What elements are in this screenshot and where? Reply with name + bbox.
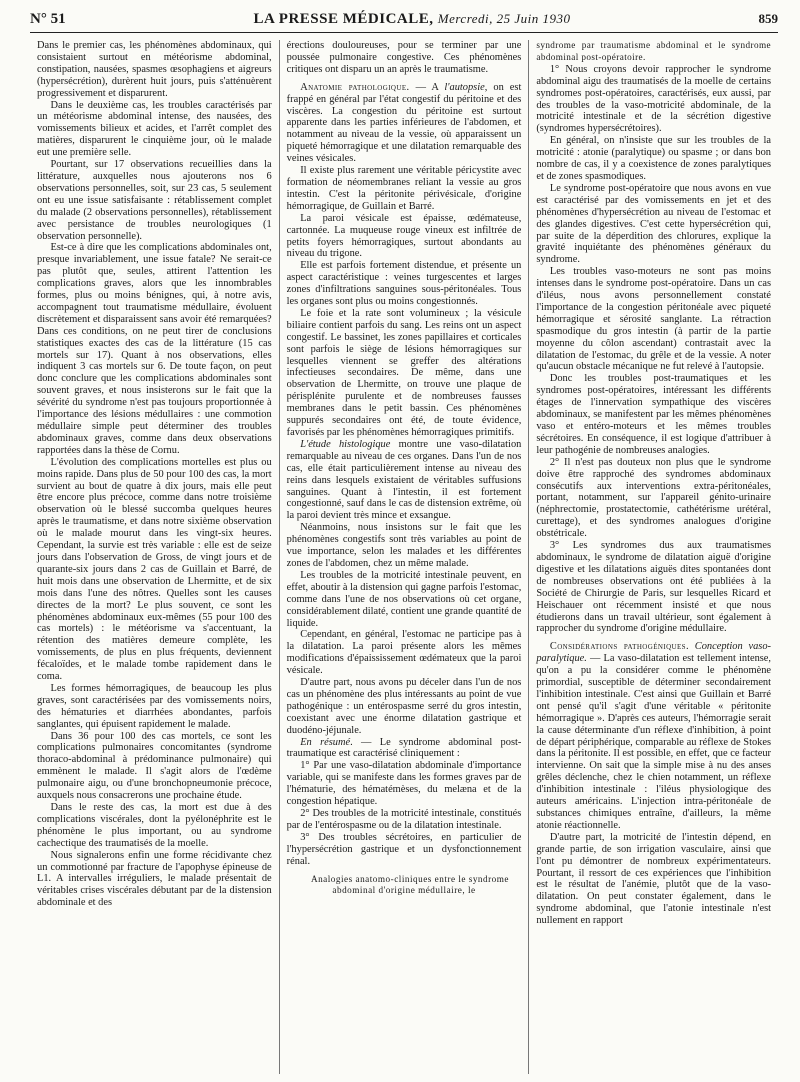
paragraph: Dans le deuxième cas, les troubles caractérisés par un météorisme abdominal intense, des nausées, des vomissements bilieux et acides, et l'arrêt complet des matières, disparurent le cinquième jour, où le malade eut une première selle. [37, 99, 272, 159]
section-heading: Anatomie pathologique. [300, 81, 410, 93]
paragraph: Dans le reste des cas, la mort est due à des complications viscérales, dont la pyélonéphrite est le phénomène le plus important, ou au syndrome cachectique des traumatisés de la moelle. [37, 802, 272, 849]
publication-name: LA PRESSE MÉDICALE, [253, 10, 434, 27]
paragraph: En général, on n'insiste que sur les troubles de la motricité : atonie (paralytique) ou spasme ; or dans bon nombre de cas, il y a coexistence de zones paralytiques et de zones spasmodiques. [536, 135, 772, 182]
paragraph: Elle est parfois fortement distendue, et présente un aspect caractéristique : veines turgescentes et larges zones d'infiltrations sanguines sous-péritonéales. Tous les organes sont plus ou moins congestionnés. [286, 260, 522, 308]
page-number: 859 [758, 11, 778, 26]
paragraph: 1° Par une vaso-dilatation abdominale d'importance variable, qui se manifeste dans les formes graves par de l'hématurie, des hématémèses, du melæna et de la congestion hépatique. [286, 760, 522, 808]
paragraph: Est-ce à dire que les complications abdominales ont, presque invariablement, une issue fatale? Ne serait-ce pas plutôt que, seules, attirent l'attention les complications graves, alors que les innombrables formes, plus ou moins bénignes, qui, à notre avis, accompagnent tout traumatisme médullaire, évoluent discrètement et disparaissent sans avoir été remarquées? Dans ces conditions, on ne peut tirer de conclusions statistiques exactes des cas de la littérature (15 cas mortels sur 17). Quant à nos observations, elles indiquent 3 cas mortels sur 6. De toute façon, on peut donc conclure que les complications abdominales sont souvent graves, et nous insisterons sur le fait que la sévérité du syndrome n'est pas toujours proportionnée à l'importance des lésions médullaires : une commotion médullaire simple peut déterminer des troubles abdominaux graves, comme dans deux observations rapportées dans la thèse de Cornu. [37, 242, 272, 456]
paragraph: Dans le premier cas, les phénomènes abdominaux, qui consistaient surtout en météorisme abdominal, constipation, nausées, spasmes œsophagiens et aigreurs (hypersécrétion), durèrent huit jours, puis s'atténuèrent progressivement et disparurent. [37, 40, 272, 99]
paragraph: Nous signalerons enfin une forme récidivante chez un commotionné par fracture de l'apophyse épineuse de L1. A intervalles irréguliers, le malade présentait de véritables crises viscérales débutant par de la distension abdominale et des [37, 849, 272, 909]
paragraph: Les troubles de la motricité intestinale peuvent, en effet, aboutir à la distension qui gagne parfois l'estomac, comme dans l'une de nos observations où cet organe, considérablement dilaté, contient une grande quantité de liquide. [286, 569, 522, 629]
section-considerations: Considérations pathogéniques. Conception vaso-paralytique. — La vaso-dilatation est tellement intense, qu'on a pu la considérer comme le phénomène primordial, susceptible de déterminer secondairement l'inhibition intestinale. C'est ainsi que Guillain et Barré ont pensé qu'il s'agit d'une véritable « péritonite hémorragique ». D'après ces auteurs, l'hémorragie serait la cause déterminante d'un réflexe d'inhibition, à point de départ périphérique, comparable au réflexe de Stokes dans la péritonite. Il est possible, en effet, que ce facteur intervienne. On sait que la simple mise à nu des anses grêles déclenche, chez le chien notamment, un réflexe d'inhibition intestinale : l'iléus physiologique des auteurs américains. L'injection intra-péritonéale de substances chimiques entraîne, d'ailleurs, la même atonie réactionnelle. [536, 641, 772, 831]
page-header [30, 6, 778, 33]
article-columns [30, 40, 778, 1074]
paragraph: Les formes hémorragiques, de beaucoup les plus graves, sont caractérisées par des vomissements noirs, des hématuries et diarrhées abondantes, parfois sanglantes, qui épuisent rapidement le malade. [37, 682, 272, 730]
paragraph: 3° Des troubles sécrétoires, en particulier de l'hypersécrétion gastrique et un dysfonctionnement rénal. [286, 831, 522, 867]
paragraph: 2° Des troubles de la motricité intestinale, constitués par de l'entérospasme ou de la dilatation intestinale. [286, 808, 522, 831]
paragraph: L'étude histologique montre une vaso-dilatation remarquable au niveau de ces organes. Dans l'un de nos cas, elle était particulièrement intense au niveau des reins dans lesquels existaient de véritables suffusions sanguines. Quant à l'intestin, il est fortement congestionné, sauf dans le cas de distension extrême, où la paroi devient très mince et exsangue. [286, 438, 522, 522]
paragraph: La paroi vésicale est épaisse, œdémateuse, cartonnée. La muqueuse rouge vineux est infiltrée de petits foyers hémorragiques, surtout abondants au niveau du trigone. [286, 212, 522, 260]
italic-term: En résumé [300, 736, 351, 748]
paragraph: 2° Il n'est pas douteux non plus que le syndrome doive être rapproché des syndromes abdominaux consécutifs aux interventions extra-péritonéales, portant, notamment, sur l'appareil génito-urinaire (néphrectomie, prostatectomie, cathétérisme urétéral, curettage), et des syndromes analogues d'origine obstétricale. [536, 456, 772, 540]
italic-term: Conception vaso-paralytique. [536, 641, 772, 665]
publication-date: Mercredi, 25 Juin 1930 [437, 10, 571, 26]
paragraph: Le syndrome post-opératoire que nous avons en vue est caractérisé par des vomissements en jet et des phénomènes d'hypersécrétion au niveau de l'estomac et des glandes digestives. C'est cette hypersécrétion qui, par suite de la déperdition des chlorures, explique la gravité inquiétante des phénomènes généraux du syndrome. [536, 182, 772, 266]
section-heading-analogies: Analogies anatomo-cliniques entre le syndrome abdominal d'origine médullaire, le [310, 873, 509, 896]
italic-term: l'autopsie [444, 81, 485, 93]
paragraph: érections douloureuses, pour se terminer par une poussée pulmonaire congestive. Ces phénomènes critiques ont disparu un an après le traumatisme. [286, 40, 522, 75]
paragraph: D'autre part, nous avons pu déceler dans l'un de nos cas un phénomène des plus intéressants au point de vue pathogénique : un entérospasme serré du gros intestin, coexistant avec une énorme dilatation gastrique et duodéno-jéjunale. [286, 677, 522, 736]
paragraph: L'évolution des complications mortelles est plus ou moins rapide. Dans plus de 50 pour 100 des cas, la mort survient au bout de quatre à dix jours, mais elle peut être encore plus précoce, comme dans notre troisième observation où le blessé succomba quelques heures après le traumatisme, et dans notre sixième observation où le malade mourut dans les vingt-six heures. Cependant, la survie est très variable : elle est de seize jours dans l'observation de Gross, de vingt jours et de quarante-six jours dans 2 cas de Guillain et Barré, de huit mois dans une observation de Lhermitte, et de six mois dans l'une des nôtres. Quelles sont les causes directes de la mort? Le plus souvent, ce sont les phénomènes abdominaux eux-mêmes (55 pour 100 des cas mortels) : le météorisme va s'accentuant, la rétention des matières demeure complète, les vomissements, de plus en plus fréquents, deviennent fécaloïdes, et le malade tombe rapidement dans le coma. [37, 456, 272, 683]
paragraph: En résumé. — Le syndrome abdominal post-traumatique est caractérisé cliniquement : [286, 736, 522, 760]
paragraph: Néanmoins, nous insistons sur le fait que les phénomènes congestifs sont très variables au point de vue importance, selon les malades et les différentes zones de l'abdomen, chez un même malade. [286, 522, 522, 569]
italic-term: L'étude histologique [300, 438, 391, 450]
paragraph: Les troubles vaso-moteurs ne sont pas moins intenses dans le syndrome post-opératoire. Dans un cas d'iléus, nous avons personnellement constaté l'importance de la congestion péritonéale avec piqueté hémorragique et sérosité sanglante. La rétraction spasmodique du gros intestin (à partir de la partie moyenne du côlon ascendant) contrastait avec la dilatation de l'estomac, du grêle et de la vessie. A noter qu'aucun obstacle mécanique ne fut relevé à l'autopsie. [536, 266, 772, 373]
publication-title [254, 11, 571, 28]
section-heading-continued: syndrome par traumatisme abdominal et le syndrome abdominal post-opératoire. [536, 40, 772, 62]
section-heading: Considérations pathogéniques. [549, 641, 689, 653]
column-2 [279, 40, 529, 1074]
paragraph: Donc les troubles post-traumatiques et les syndromes post-opératoires, intéressant les différents étages de l'innervation sympathique des viscères abdominaux, se manifestent par les mêmes phénomènes vaso et entéro-moteurs et les mêmes troubles sécrétoires. En conséquence, il est logique d'attribuer à leur pathogénie de nombreuses analogies. [536, 373, 772, 456]
paragraph: Dans 36 pour 100 des cas mortels, ce sont les complications pulmonaires concomitantes (syndrome thoraco-abdominal à prédominance pulmonaire) qui emmènent le malade. Il s'agit alors de l'œdème pulmonaire aigu, ou d'une bronchopneumonie précoce, auxquels nous consacrerons une prochaine étude. [37, 730, 272, 802]
paragraph: Il existe plus rarement une véritable péricystite avec formation de néomembranes reliant la vessie au gros intestin. C'est la péritonite périvésicale, d'origine hémorragique, de Guillain et Barré. [286, 165, 522, 212]
paragraph: Cependant, en général, l'estomac ne participe pas à la dilatation. La paroi présente alors les mêmes modifications d'épaississement œdémateux que la paroi vésicale. [286, 629, 522, 677]
paragraph: D'autre part, la motricité de l'intestin dépend, en grande partie, de son irrigation vasculaire, ainsi que l'ont pu démontrer de nombreux expérimentateurs. Pourtant, il ressort de ces expériences que l'inhibition est le résultat de l'anémie, plutôt que de la vaso-dilatation. On peut constater également, dans le syndrome abdominal, que l'atonie intestinale n'est nullement en rapport [536, 831, 772, 927]
column-3 [528, 40, 778, 1074]
section-anatomie-pathologique: Anatomie pathologique. — A l'autopsie, on est frappé en général par l'état congestif du péritoine et des viscères. La congestion du péritoine est surtout apparente dans les parties inférieures de l'abdomen, et notamment au niveau de la vessie, où apparaissent un piqueté hémorragique et une dilatation remarquable des veines vésicales. [286, 81, 522, 165]
paragraph: 3° Les syndromes dus aux traumatismes abdominaux, le syndrome de dilatation aiguë d'origine digestive et les dilatations aiguës dites spontanées dont de nombreuses observations ont été publiées à la Société de Chirurgie de Paris, sur lesquelles Ricard et Heischauer ont récemment insisté et que nous étudierons dans un travail ultérieur, sont également à rapprocher du syndrome d'origine médullaire. [536, 540, 772, 635]
paragraph: Le foie et la rate sont volumineux ; la vésicule biliaire contient parfois du sang. Les reins ont un aspect congestif. Le bassinet, les zones papillaires et corticales sont parfois le siège de lésions hémorragiques sur lesquelles viennent se greffer des altérations infectieuses secondaires. De même, dans une observation de Lhermitte, on trouve une plaque de périsplénite purulente et de nombreuses fausses membranes dans le petit bassin. Ces phénomènes suppurés secondaires ont été, de toute évidence, favorisés par les phénomènes hémorragiques primitifs. [286, 307, 522, 438]
column-1 [30, 40, 279, 1074]
paragraph: 1° Nous croyons devoir rapprocher le syndrome abdominal aigu des traumatisés de la moelle de certains syndromes post-opératoires, caractérisés, eux aussi, par des troubles de la vaso-motricité abdominale, de la motricité intestinale et de la sécrétion digestive (syndromes hypersécrétoires). [536, 63, 772, 135]
issue-number: N° 51 [30, 10, 66, 27]
paragraph: Pourtant, sur 17 observations recueillies dans la littérature, auxquelles nous ajouterons nos 6 observations personnelles, soit, sur 23 cas, 5 seulement ont eu une issue satisfaisante : rétablissement complet du malade (2 observations personnelles), rétablissement avec persistance de troubles neurologiques (1 observation personnelle). [37, 159, 272, 242]
